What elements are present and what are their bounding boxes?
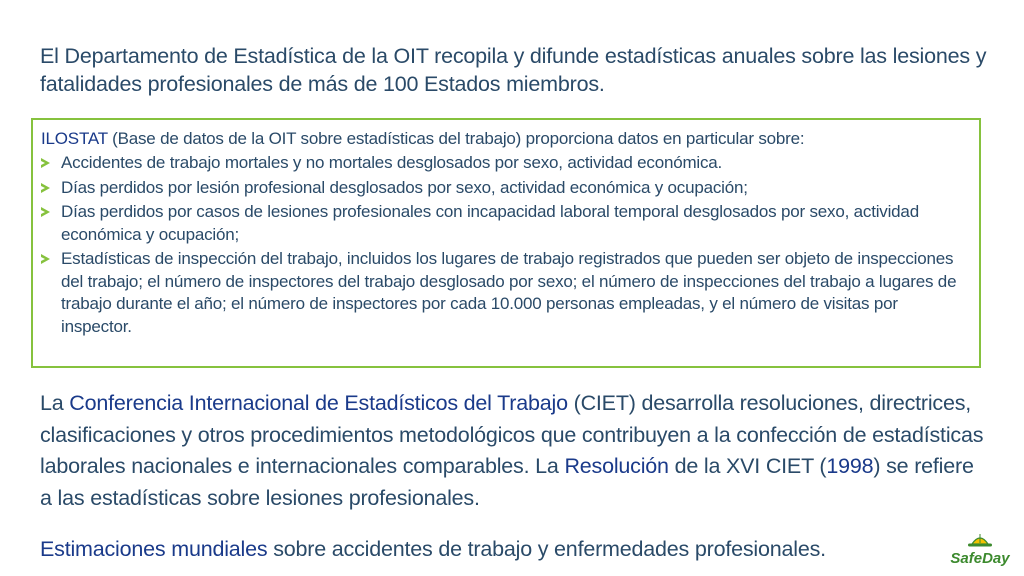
estimates-line — [40, 535, 940, 563]
ciet-text-4: ) se refiere a las estadísticas sobre lesiones profesionales. — [40, 454, 974, 510]
ciet-keyword-resolution: Resolución — [564, 454, 669, 478]
ciet-text-2: (CIET) desarrolla resoluciones, directrices, clasificaciones y otros procedimientos metodológicos que contribuyen a la confección de estadísticas laborales nacionales e internacionales comparables. La — [40, 391, 984, 478]
intro-paragraph: El Departamento de Estadística de la OIT recopila y difunde estadísticas anuales sobre las lesiones y fatalidades profesionales de más de 100 Estados miembros. — [40, 44, 987, 96]
arrow-bullet-icon — [41, 254, 50, 264]
ilostat-heading — [41, 128, 969, 150]
ciet-keyword-year: 1998 — [826, 454, 874, 478]
arrow-bullet-icon — [41, 207, 50, 217]
arrow-bullet-icon — [41, 158, 50, 168]
list-item — [41, 152, 969, 175]
arrow-bullet-icon — [41, 183, 50, 193]
ciet-text-3: de la XVI CIET ( — [668, 454, 827, 478]
safeday-logo — [944, 530, 1016, 570]
ilostat-bullet-list — [41, 152, 969, 338]
ciet-text-1: La — [40, 391, 70, 415]
ilostat-keyword: ILOSTAT — [41, 129, 108, 148]
list-item — [41, 201, 969, 246]
list-item-text: Días perdidos por casos de lesiones profesionales con incapacidad laboral temporal desglosados por sexo, actividad económica y ocupación; — [61, 202, 919, 244]
estimates-text: sobre accidentes de trabajo y enfermedades profesionales. — [267, 537, 826, 561]
logo-text: SafeDay — [950, 550, 1010, 567]
list-item-text: Accidentes de trabajo mortales y no mortales desglosados por sexo, actividad económica. — [61, 153, 723, 172]
estimates-keyword: Estimaciones mundiales — [40, 537, 268, 561]
list-item-text: Estadísticas de inspección del trabajo, incluidos los lugares de trabajo registrados que pueden ser objeto de inspecciones del trabajo; el número de inspectores del trabajo desglosado por sexo; el número de inspecciones del trabajo a lugares de trabajo durante el año; el número de inspectores por cada 10.000 personas empleadas, y el número de visitas por inspector. — [61, 249, 957, 336]
hard-hat-icon — [944, 530, 1016, 570]
list-item-text: Días perdidos por lesión profesional desglosados por sexo, actividad económica y ocupación; — [61, 177, 748, 197]
ilostat-heading-text: (Base de datos de la OIT sobre estadísticas del trabajo) proporciona datos en particular sobre: — [107, 129, 805, 148]
list-item — [41, 177, 969, 200]
ciet-keyword-conference: Conferencia Internacional de Estadísticos del Trabajo — [69, 391, 568, 415]
ilostat-box — [31, 118, 981, 368]
ciet-paragraph — [40, 388, 990, 514]
list-item — [41, 248, 969, 338]
